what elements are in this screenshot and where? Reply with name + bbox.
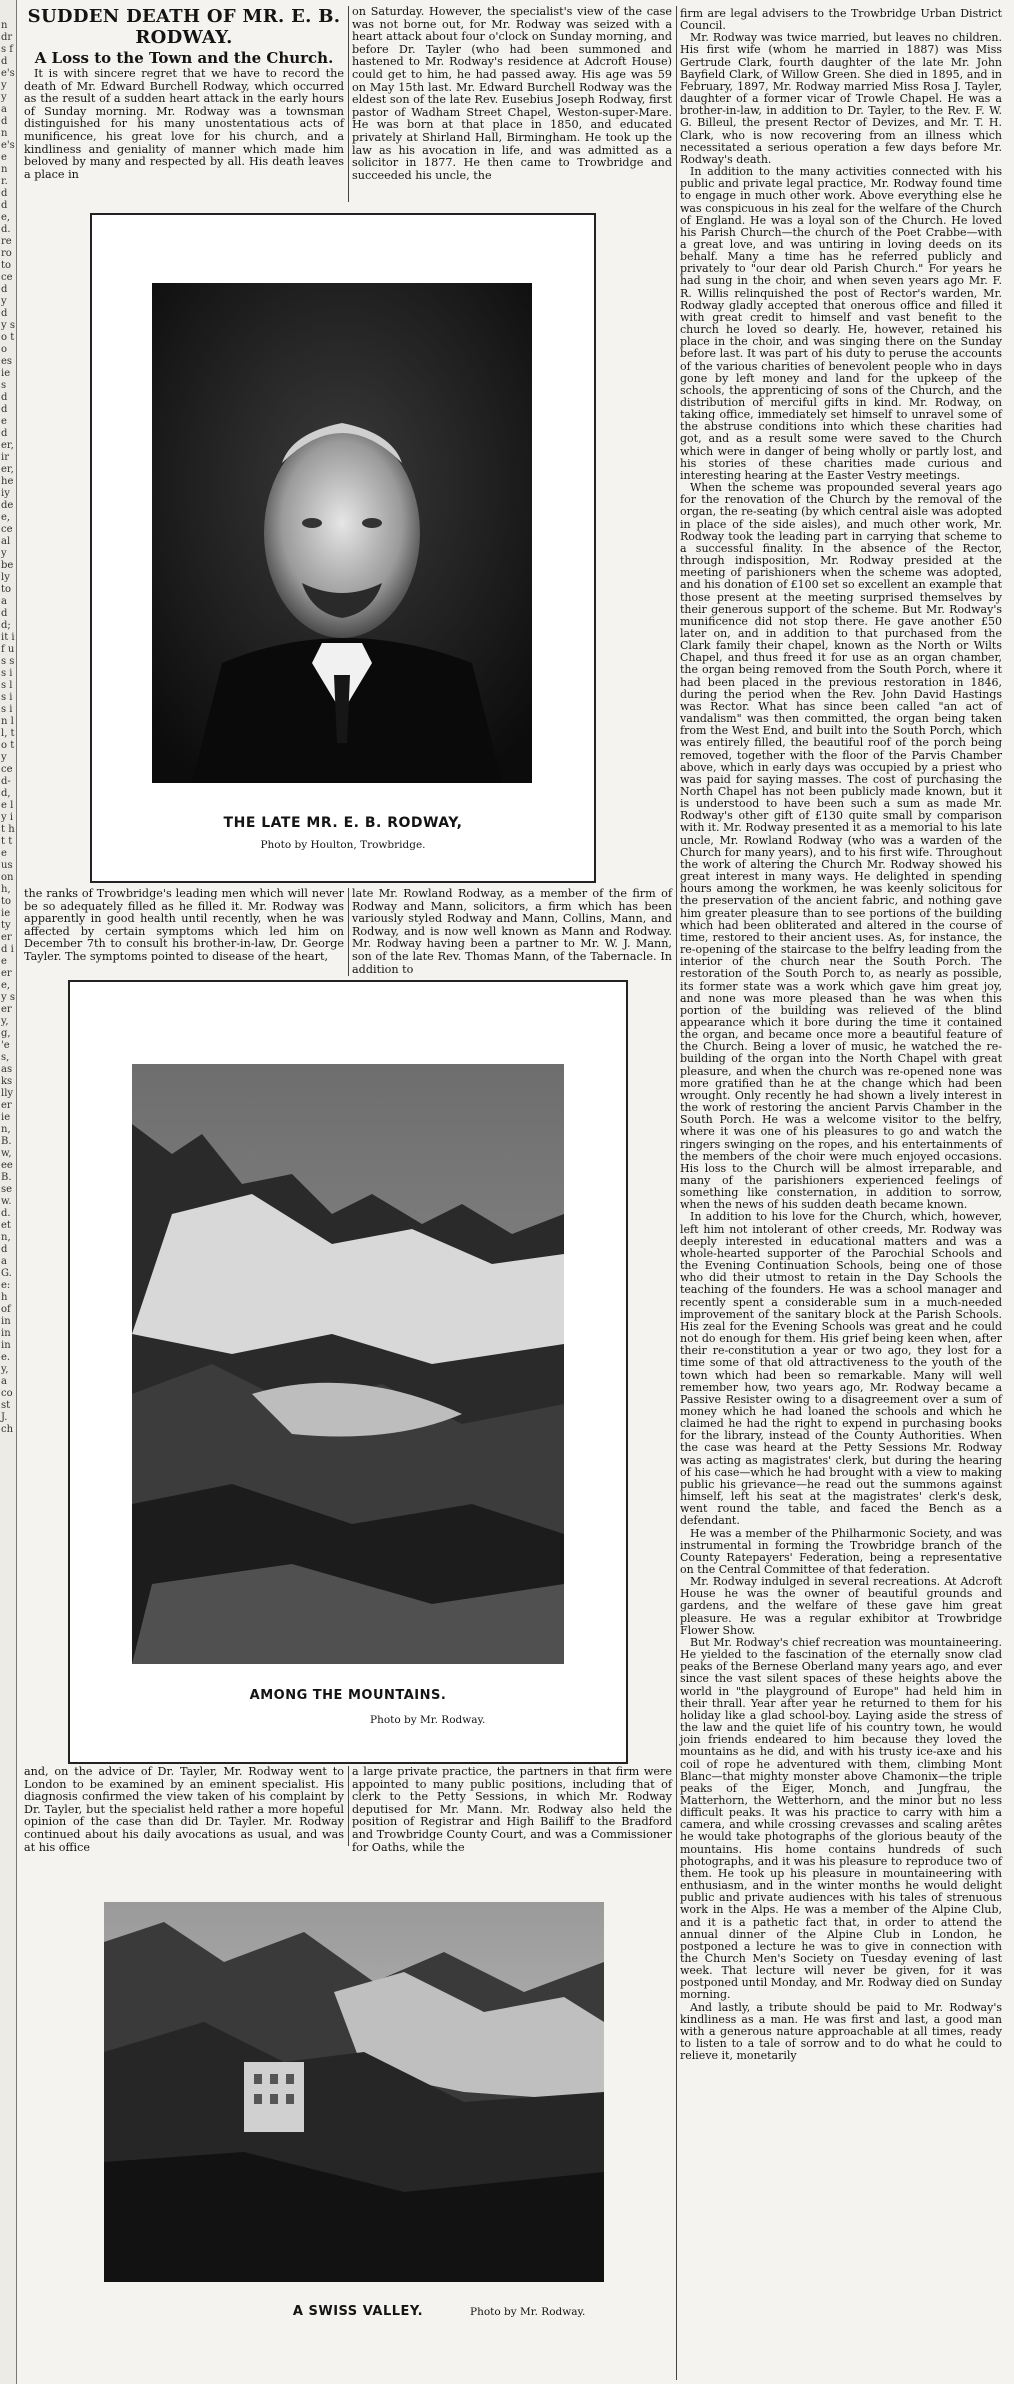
mountains-caption: AMONG THE MOUNTAINS. [249, 1688, 447, 1703]
mountains-credit: Photo by Mr. Rodway. [370, 1714, 486, 1726]
paragraph: Mr. Rodway indulged in several recreations. At Adcroft House he was the owner of beautiful grounds and gardens, and the welfare of these gave him great pleasure. He was a regular exhibitor at Trowbridge Flower Show. [680, 1575, 1002, 1637]
portrait-photo [152, 283, 532, 783]
mountains-image [132, 1064, 564, 1664]
article-text: and, on the advice of Dr. Tayler, Mr. Rodway went to London to be examined by an eminent specialist. His diagnosis confirmed the view taken of his complaint by Dr. Tayler, but the specialist held rather a more hopeful opinion of the case than did Dr. Tayler. Mr. Rodway continued about his daily avocations as usual, and was at his office [24, 1765, 344, 1854]
article-text: a large private practice, the partners in that firm were appointed to many public positions, including that of clerk to the Petty Sessions, in which Mr. Rodway deputised for Mr. Mann. Mr. Rodway also held the position of Registrar and High Bailiff to the Bradford and Trowbridge County Court, and was a Commissioner for Oaths, while the [352, 1765, 672, 1854]
paragraph: But Mr. Rodway's chief recreation was mountaineering. He yielded to the fascination of the eternally snow clad peaks of the Bernese Oberland many years ago, and ever since the vast silent spaces of these heights above the world in "the playground of Europe" had held him in their thrall. Year after year he returned to them for his holiday like a glad school-boy. Laying aside the stress of the law and the quiet life of his country town, he would join friends endeared to him because they loved the mountains as he did, and with his trusty ice-axe and his coil of rope he adventured with them, climbing Mont Blanc—that mighty monster above Chamonix—the triple peaks of the Eiger, Monch, and Jungfrau, the Matterhorn, the Wetterhorn, and the minor but no less difficult peaks. It was his practice to carry with him a camera, and while crossing crevasses and scaling arêtes he would take photographs of the glorious beauty of the mountains. His home contains hundreds of such photographs, and it was his pleasure to reproduce two of them. He took up his pleasure in mountaineering with enthusiasm, and in the winter months he would delight public and private audiences with his tales of strenuous work in the Alps. He was a member of the Alpine Club, and it is a pathetic fact that, in order to attend the annual dinner of the Alpine Club in London, he postponed a lecture he was to give in connection with the Church Men's Society on Tuesday evening of last week. That lecture will never be given, for it was postponed until Monday, and Mr. Rodway died on Sunday morning. [680, 1635, 1002, 2002]
valley-image [104, 1902, 604, 2282]
valley-credit: Photo by Mr. Rodway. [470, 2306, 586, 2318]
subheadline: A Loss to the Town and the Church. [34, 49, 334, 67]
right-column-paragraphs [680, 8, 1002, 2062]
paragraph: And lastly, a tribute should be paid to Mr. Rodway's kindliness as a man. He was first and last, a good man with a generous nature approachable at all times, ready to listen to a tale of sorrow and to do what he could to relieve it, monetarily [680, 2000, 1002, 2063]
mountains-frame [68, 980, 628, 1764]
paragraph: In addition to the many activities connected with his public and private legal practice, Mr. Rodway found time to engage in much other work. Above everything else he was conspicuous in his zeal for the welfare of the Church of England. He was a loyal son of the Church. He loved his Parish Church—the church of the Poet Crabbe—with a great love, and was untiring in loving deeds on its behalf. Many a time has he referred publicly and privately to "our dear old Parish Church." For years he had sung in the choir, and when seven years ago Mr. F. R. Willis relinquished the post of Rector's warden, Mr. Rodway gladly accepted that onerous office and filled it with great credit to himself and vast benefit to the church he loved so dearly. He, however, retained his place in the choir, and was singing there on the Sunday before last. It was part of his duty to peruse the accounts of the various charities of benevolent people who in days gone by left money and land for the upkeep of the schools, the apprenticing of sons of the Church, and the distribution of merciful gifts in kind. Mr. Rodway, on taking office, immediately set himself to unravel some of the abstruse conditions into which these charities had got, and as a result some were saved to the Church which were in danger of being wholly or partly lost, and his stories of these charities made curious and interesting hearing at the Easter Vestry meetings. [680, 165, 1002, 482]
column-rule-right [676, 6, 677, 2380]
portrait-credit: Photo by Houlton, Trowbridge. [260, 839, 426, 851]
article-intro: It is with sincere regret that we have to record the death of Mr. Edward Burchell Rodway, which occurred as the result of a sudden heart attack in the early hours of Sunday morning. Mr. Rodway was a townsman distinguished for his many unostentatious acts of munificence, his great love for his church, and a kindliness and geniality of manner which made him beloved by many and respected by all. His death leaves a place in [24, 67, 344, 181]
portrait-image [152, 283, 532, 783]
paragraph: In addition to his love for the Church, which, however, left him not intolerant of other creeds, Mr. Rodway was deeply interested in educational matters and was a whole-hearted supporter of the Parochial Schools and the Evening Continuation Schools, being one of those who did their utmost to retain in the Day Schools the teaching of the founders. He was a school manager and recently spent a considerable sum in a much-needed improvement of the sanitary block at the Parish Schools. His zeal for the Evening Schools was great and he could not do enough for them. His grief being keen when, after their re-constitution a year or two ago, they lost for a time some of that old attractiveness to the youth of the town which had been so remarkable. Many will well remember how, two years ago, Mr. Rodway became a Passive Resister owing to a disagreement over a sum of money which he had loaned the schools and which he claimed he had the right to expend in purchasing books for the library, instead of the County Authorities. When the case was heard at the Petty Sessions Mr. Rodway was acting as magistrates' clerk, but during the hearing of his case—which he had brought with a view to making public his grievance—he read out the summons against himself, left his seat at the magistrates' clerk's desk, went round the table, and faced the Bench as a defendant. [680, 1210, 1002, 1528]
gutter-fragments: n dr s f d e's y y a d n e's e n r. d d e, d. re ro to ce d y d y so to es ie s d d e d er, ir er, he iy de e, ce al y be ly to a d d; it if us ss is ls is in ll, to ty ce d- d, e ly it ht te us on h, to ie ty er d ie er e, y s er y, g, 'e s, as ks lly er ie n, B. w, ee B. se w. d. et n, d a G. e: h of in in in e. y, a cost J. ch [1, 20, 15, 1435]
paragraph: He was a member of the Philharmonic Society, and was instrumental in forming the Trowbridge branch of the County Ratepayers' Federation, being a representative on the Central Committee of that federation. [680, 1526, 1002, 1576]
headline: SUDDEN DEATH OF MR. E. B. RODWAY. [27, 6, 341, 48]
article-column-2-top [352, 6, 672, 202]
column-rule [348, 6, 349, 202]
valley-photo [104, 1902, 604, 2282]
column-rule [348, 888, 349, 976]
article-text: the ranks of Trowbridge's leading men which will never be so adequately filled as he filled it. Mr. Rodway was apparently in good health until recently, when he was affected by certain symptoms which led him on December 7th to consult his brother-in-law, Dr. George Tayler. The symptoms pointed to disease of the heart, [24, 887, 344, 963]
article-text: late Mr. Rowland Rodway, as a member of the firm of Rodway and Mann, solicitors, a firm which has been variously styled Rodway and Mann, Collins, Mann, and Rodway, and is now well known as Mann and Rodway. Mr. Rodway having been a partner to Mr. W. J. Mann, son of the late Rev. Thomas Mann, of the Tabernacle. In addition to [352, 887, 672, 976]
article-column-1-bottom [24, 1765, 344, 1854]
article-text: on Saturday. However, the specialist's view of the case was not borne out, for Mr. Rodway was seized with a heart attack about four o'clock on Sunday morning, and before Dr. Tayler (who had been summoned and hastened to Mr. Rodway's residence at Adcroft House) could get to him, he had passed away. His age was 59 on May 15th last. Mr. Edward Burchell Rodway was the eldest son of the late Rev. Eusebius Joseph Rodway, first pastor of Wadham Street Chapel, Weston-super-Mare. He was born at that place in 1850, and educated privately at Shirland Hall, Birmingham. He took up the law as his avocation in life, and was admitted as a solicitor in 1877. He then came to Trowbridge and succeeded his uncle, the [352, 5, 672, 182]
column-rule [348, 1766, 349, 1846]
article-column-2-mid [352, 888, 672, 976]
paragraph: Mr. Rodway was twice married, but leaves no children. His first wife (whom he married in 1887) was Miss Gertrude Clark, fourth daughter of the late Mr. John Bayfield Clark, of Willow Green. She died in 1895, and in February, 1897, Mr. Rodway married Miss Rosa J. Tayler, daughter of a former vicar of Trowle Chapel. He was a brother-in-law, in addition to Dr. Tayler, to the Rev. F. W. G. Billeul, the present Rector of Devizes, and Mr. T. H. Clark, who is now recovering from an illness which necessitated a serious operation a few days before Mr. Rodway's death. [680, 31, 1002, 166]
article-column-2-bottom [352, 1765, 672, 1854]
article-column-1-top [24, 6, 344, 202]
portrait-caption: THE LATE MR. E. B. RODWAY, [223, 815, 463, 831]
portrait-frame [90, 213, 596, 883]
article-column-3 [680, 8, 1002, 2378]
paragraph: firm are legal advisers to the Trowbridge Urban District Council. [680, 7, 1002, 33]
paragraph: When the scheme was propounded several years ago for the renovation of the Church by the removal of the organ, the re-seating (by which central aisle was adopted in place of the side aisles), and much other work, Mr. Rodway took the leading part in carrying that scheme to a successful finality. In the absence of the Rector, through indisposition, Mr. Rodway presided at the meeting of parishioners when the scheme was adopted, and his donation of £100 set so excellent an example that those present at the meeting surprised themselves by their generous support of the scheme. But Mr. Rodway's munificence did not stop there. He gave another £50 later on, and in addition to that purchased from the Clark family their chapel, known as the North or Wilts Chapel, and thus freed it for use as an organ chamber, the organ being removed from the South Porch, where it had been placed in the previous restoration in 1846, during the period when the Rev. John David Hastings was Rector. What has since been called "an act of vandalism" was then committed, the organ being taken from the West End, and built into the South Porch, which was entirely filled, the beautiful roof of the porch being removed, together with the floor of the Parvis Chamber above, which in early days was occupied by a priest who was paid for saying masses. The cost of purchasing the North Chapel has not been publicly made known, but it is understood to have been such a sum as made Mr. Rodway's other gift of £130 quite small by comparison with it. Mr. Rodway presented it as a memorial to his late uncle, Mr. Rowland Rodway (who was a warden of the Church for many years), and to his first wife. Throughout the work of altering the Church Mr. Rodway showed his great interest in many ways. He delighted in spending hours among the workmen, he was keenly solicitous for the preservation of the ancient fabric, and nothing gave him greater pleasure than to see portions of the building which had been obliterated and altered in the course of time, restored to their ancient uses. As, for instance, the re-opening of the staircase to the belfry leading from the interior of the church near the South Porch. The restoration of the South Porch to, as nearly as possible, its former state was a work which gave him great joy, and none was more pleased than he was when this portion of the building was relieved of the blind appearance which it bore during the time it contained the organ, and became once more a beautiful feature of the Church. Being a lover of music, he watched the re-building of the organ into the North Chapel with great pleasure, and when the church was re-opened none was more gratified than he at the change which had been wrought. Only recently he had shown a lively interest in the work of restoring the ancient Parvis Chamber in the South Porch. He was a welcome visitor to the belfry, where it was one of his pleasures to go and watch the ringers swinging on the ropes, and his entertainments of the members of the choir were much enjoyed occasions. His loss to the Church will be almost irreparable, and many of the parishioners experienced feelings of something like consternation, in addition to sorrow, when the news of his sudden death became known. [680, 481, 1002, 1212]
mountains-photo [132, 1064, 564, 1664]
left-gutter-column [0, 0, 17, 2384]
article-column-1-mid [24, 888, 344, 976]
valley-caption: A SWISS VALLEY. [292, 2304, 424, 2319]
